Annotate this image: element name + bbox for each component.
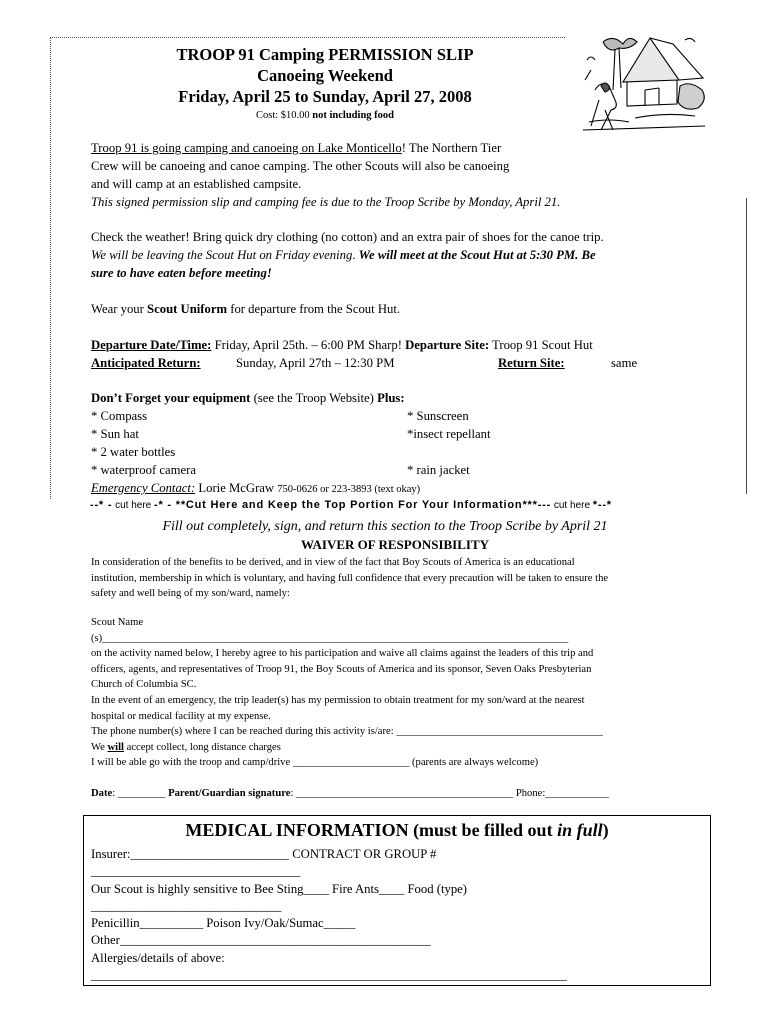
penicillin-field[interactable]: Penicillin__________ Poison Ivy/Oak/Sumac_____ [91,916,356,931]
emergency-phones: 750-0626 or 223-3893 (text okay) [277,484,421,495]
insurer-field[interactable]: Insurer:_________________________ CONTRACT OR GROUP # [91,847,437,861]
leaving-note: We will be leaving the Scout Hut on Friday evening [91,248,353,262]
waiver-line: hospital or medical facility at my expense. [91,710,271,722]
equipment-item [407,443,491,461]
cost-line [60,110,590,121]
return-site-value: same [611,356,638,370]
collect-will: will [107,741,124,753]
title-line-1: TROOP 91 Camping PERMISSION SLIP [176,45,474,64]
waiver-line: Church of Columbia SC. [91,679,197,691]
cost-amount: Cost: $10.00 [255,110,310,121]
title-line-3: Friday, April 25 to Sunday, April 27, 2008 [178,87,472,106]
equipment-list-right [407,407,491,479]
medical-title-pre: MEDICAL INFORMATION (must be filled out [185,820,558,840]
cut-mark-c: *--* [592,499,612,511]
equipment-section [91,389,691,499]
waiver-line: In consideration of the benefits to be derived, and in view of the fact that Boy Scouts of America is an educational [91,557,575,568]
equipment-item: * rain jacket [407,463,470,477]
emergency-label: Emergency Contact: [91,481,196,495]
scout-name-field[interactable]: (s)________________________________________________________________________________________ [91,632,569,644]
food-type-field[interactable]: ______________________________ [91,898,282,913]
parent-signature-field[interactable]: : _________________________________________ Phone:____________ [290,788,609,799]
eat-note: sure to have eaten before meeting! [91,266,272,280]
collect-charges-line [91,740,711,756]
intro-paragraph [91,139,560,211]
equipment-item: * Sunscreen [407,409,469,423]
uniform-prefix: Wear your [91,302,148,316]
equipment-plus: Plus: [377,391,405,405]
return-label: Anticipated Return: [91,356,201,370]
equipment-item: * Sun hat [91,427,139,441]
cut-mark-a: --* - [90,499,113,511]
slip-header [60,44,590,121]
uniform-bold: Scout Uniform [147,302,228,316]
uniform-line [91,300,400,318]
allergies-field[interactable]: ___________________________________________________________________________ [91,968,567,983]
intro-line-1-rest: ! The Northern Tier [401,141,502,155]
meet-time-note: We will meet at the Scout Hut at 5:30 PM. Be [358,248,596,262]
equipment-item: *insect repellant [407,427,491,441]
date-field[interactable]: : _________ [112,788,169,799]
collect-pre: We [91,741,108,753]
other-field[interactable]: Other_________________________________________________ [91,933,431,948]
equipment-title: Don’t Forget your equipment [91,391,251,405]
uniform-suffix: for departure from the Scout Hut. [227,302,401,316]
phone-number-field[interactable]: The phone number(s) where I can be reached during this activity is/are: _______________________________________ [91,726,603,738]
page-edge-mark [746,198,747,494]
return-site-label: Return Site: [498,356,565,370]
departure-site-label: Departure Site: [405,338,490,352]
cut-line [90,499,612,511]
waiver-paragraph-1 [91,555,711,602]
signature-line [91,788,711,799]
emergency-name: Lorie McGraw [195,481,275,495]
cut-mark-b: -* - **Cut Here and Keep the Top Portion For Your Information***--- [154,499,552,511]
intro-line-2: Crew will be canoeing and canoe camping. The other Scouts will also be canoeing [91,159,510,173]
waiver-line: officers, agents, and representatives of Troop 91, the Boy Scouts of America and its sponsor, Seven Oaks Presbyterian [91,663,592,675]
equipment-item: * 2 water bottles [91,445,176,459]
cut-here-1: cut here [112,500,155,511]
cost-note: not including food [312,110,394,121]
cut-border-top [50,37,565,38]
return-instructions: Fill out completely, sign, and return this section to the Troop Scribe by April 21 [162,519,608,534]
equipment-item: * waterproof camera [91,463,196,477]
weather-line-1: Check the weather! Bring quick dry clothing (no cotton) and an extra pair of shoes for the canoe trip. [91,230,604,244]
cut-border-left [50,37,51,499]
waiver-title: WAIVER OF RESPONSIBILITY [300,537,490,552]
waiver-line: institution, membership in which is voluntary, and having full confidence that every precaution will be taken to ensure the [91,572,609,584]
intro-trip-link-text: Troop 91 is going camping and canoeing on Lake Monticello [91,141,402,155]
cut-here-2: cut here [551,500,593,511]
equipment-list-left [91,407,196,479]
medical-information-box [83,815,711,986]
medical-title [84,820,710,841]
sensitivity-field[interactable]: Our Scout is highly sensitive to Bee Sting____ Fire Ants____ Food (type) [91,881,468,896]
equipment-item: * Compass [91,409,148,423]
departure-value: Friday, April 25th. – 6:00 PM Sharp! [211,338,406,352]
departure-site-value: Troop 91 Scout Hut [489,338,593,352]
departure-label: Departure Date/Time: [91,338,212,352]
parent-signature-label: Parent/Guardian signature [168,788,291,799]
weather-sep: . [352,248,359,262]
waiver-line: on the activity named below, I hereby agree to his participation and waive all claims against the leaders of this trip and [91,648,594,660]
collect-post: accept collect, long distance charges [124,741,281,753]
allergies-label: Allergies/details of above: [91,950,225,965]
departure-info [91,336,691,372]
return-value: Sunday, April 27th – 12:30 PM [236,356,395,370]
waiver-line: In the event of an emergency, the trip leader(s) has my permission to obtain treatment for my son/ward at the nearest [91,694,585,706]
medical-title-italic: in full [557,820,603,840]
camp-drive-field[interactable]: I will be able go with the troop and camp/drive ______________________ (parents are always welcome) [91,757,539,769]
group-number-field[interactable]: _________________________________ [91,864,301,879]
intro-line-3: and will camp at an established campsite. [91,177,302,191]
weather-paragraph [91,228,604,282]
medical-fields [91,846,567,984]
campsite-sketch-icon [575,30,710,140]
waiver-paragraph-2 [91,615,711,771]
equipment-title-mid: (see the Troop Website) [250,391,378,405]
medical-title-post: ) [602,820,609,840]
title-line-2: Canoeing Weekend [257,66,393,85]
date-label: Date [91,788,113,799]
scout-name-label: Scout Name [91,617,144,628]
waiver-line: safety and well being of my son/ward, namely: [91,588,290,600]
due-notice: This signed permission slip and camping fee is due to the Troop Scribe by Monday, April 21. [91,195,561,209]
